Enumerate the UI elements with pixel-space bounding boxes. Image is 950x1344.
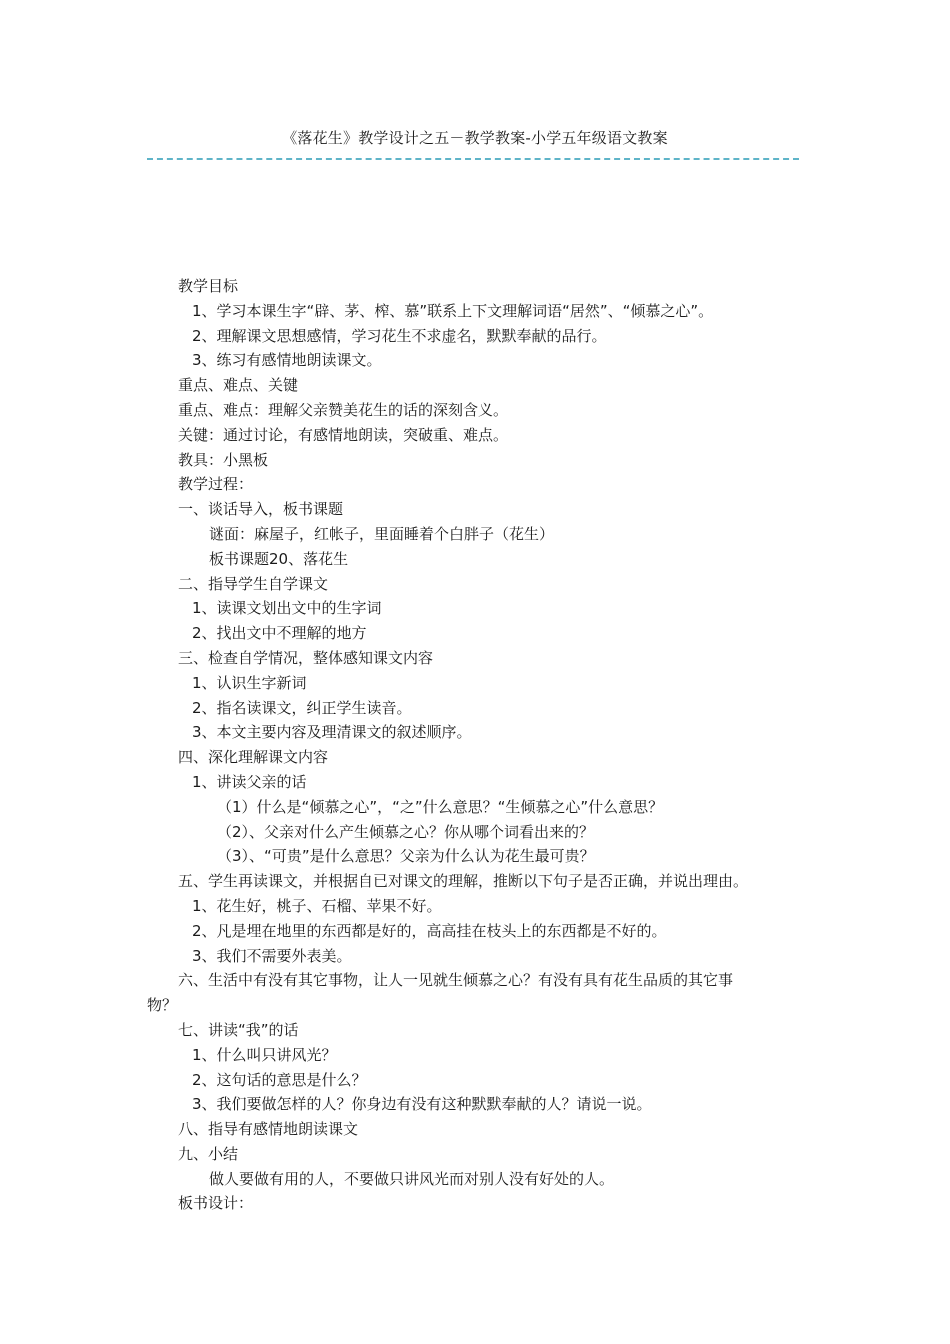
document-line: 2、找出文中不理解的地方 [192, 624, 367, 643]
document-line: 二、指导学生自学课文 [178, 574, 329, 593]
document-line: 教具：小黑板 [178, 450, 269, 469]
document-line: 七、讲读“我”的话 [178, 1020, 299, 1039]
document-line: 3、我们要做怎样的人？你身边有没有这种默默奉献的人？请说一说。 [192, 1095, 652, 1114]
document-line: 1、学习本课生字“辟、茅、榨、慕”联系上下文理解词语“居然”、“倾慕之心”。 [192, 301, 714, 320]
document-line: 板书设计： [178, 1194, 254, 1213]
document-line: 1、讲读父亲的话 [192, 772, 307, 791]
document-line: 1、花生好，桃子、石榴、苹果不好。 [192, 896, 442, 915]
document-line: 3、练习有感情地朗读课文。 [192, 351, 382, 370]
document-line: 板书课题20、落花生 [209, 549, 349, 568]
document-line: 做人要做有用的人，不要做只讲风光而对别人没有好处的人。 [209, 1169, 615, 1188]
document-line: （2）、父亲对什么产生倾慕之心？你从哪个词看出来的？ [217, 822, 595, 841]
document-line: 2、这句话的意思是什么？ [192, 1070, 367, 1089]
document-line: 六、生活中有没有其它事物，让人一见就生倾慕之心？有没有具有花生品质的其它事 [178, 971, 734, 990]
document-body [147, 274, 827, 1216]
document-line: 谜面：麻屋子，红帐子，里面睡着个白胖子（花生） [209, 524, 555, 543]
document-line: 一、谈话导入，板书课题 [178, 500, 344, 519]
title-divider [147, 158, 799, 160]
document-line: （1）什么是“倾慕之心”，“之”什么意思？“生倾慕之心”什么意思？ [217, 797, 664, 816]
document-line: 四、深化理解课文内容 [178, 748, 329, 767]
document-line: 重点、难点、关键 [178, 376, 299, 395]
document-line: 教学目标 [178, 277, 239, 295]
document-line: 2、理解课文思想感情，学习花生不求虚名，默默奉献的品行。 [192, 326, 607, 345]
document-line: 3、我们不需要外表美。 [192, 946, 352, 965]
document-line: 重点、难点：理解父亲赞美花生的话的深刻含义。 [178, 400, 509, 419]
document-line: 九、小结 [178, 1144, 239, 1163]
document-line: 物？ [147, 996, 178, 1015]
document-line: 关键：通过讨论，有感情地朗读，突破重、难点。 [178, 425, 509, 444]
document-line: 2、指名读课文，纠正学生读音。 [192, 698, 412, 717]
document-line: 1、什么叫只讲风光？ [192, 1045, 337, 1064]
document-line: （3）、“可贵”是什么意思？父亲为什么认为花生最可贵？ [217, 847, 595, 866]
document-line: 1、读课文划出文中的生字词 [192, 599, 382, 618]
document-line: 教学过程： [178, 475, 254, 494]
document-line: 五、学生再读课文，并根据自已对课文的理解，推断以下句子是否正确，并说出理由。 [178, 872, 749, 891]
document-line: 3、本文主要内容及理清课文的叙述顺序。 [192, 723, 472, 742]
document-line: 2、凡是埋在地里的东西都是好的，高高挂在枝头上的东西都是不好的。 [192, 921, 667, 940]
document-line: 1、认识生字新词 [192, 673, 307, 692]
document-line: 八、指导有感情地朗读课文 [178, 1120, 359, 1139]
document-title: 《落花生》教学设计之五－教学教案-小学五年级语文教案 [282, 129, 668, 147]
document-line: 三、检查自学情况，整体感知课文内容 [178, 648, 434, 667]
